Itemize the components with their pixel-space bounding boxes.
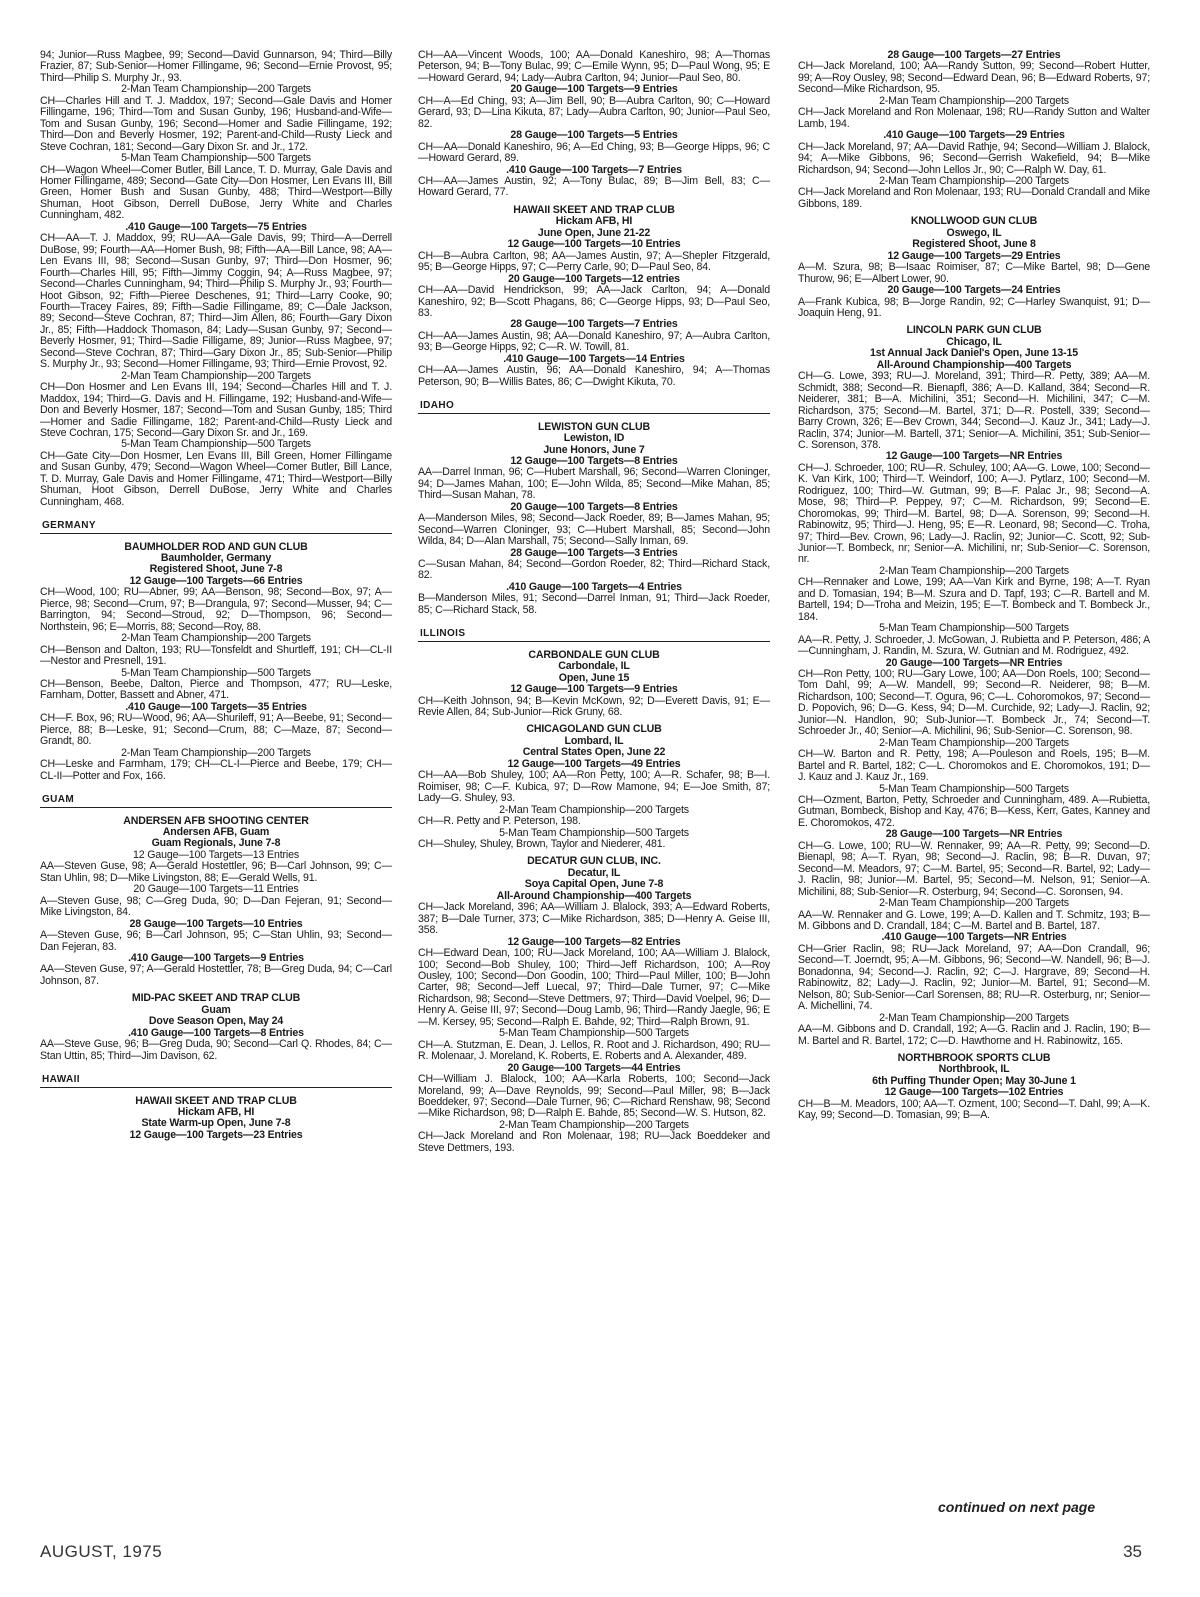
event-heading: 5-Man Team Championship—500 Targets bbox=[499, 1027, 689, 1040]
event-heading: 2-Man Team Championship—200 Targets bbox=[499, 1118, 689, 1131]
state-section-heading: IDAHO bbox=[418, 392, 770, 413]
club-heading: Open, June 15 bbox=[558, 671, 630, 684]
club-heading: Hickam AFB, HI bbox=[177, 1105, 255, 1118]
issue-date: AUGUST, 1975 bbox=[40, 1542, 163, 1561]
page-number: 35 bbox=[1123, 1542, 1142, 1561]
results-paragraph: CH—Jack Moreland and Ron Molenaar, 198; RU—Jack Boeddeker and Steve Dettmers, 193. bbox=[418, 1130, 770, 1154]
column-left bbox=[40, 50, 392, 1141]
club-heading: Guam Regionals, June 7-8 bbox=[151, 837, 281, 850]
club-heading: Lewiston, ID bbox=[563, 432, 625, 445]
results-paragraph: CH—Wagon Wheel—Comer Butler, Bill Lance, T. D. Murray, Gale Davis and Homer Fillingame, 489; Second—Gate City—Don Hosmer, Len Evans III, Bill Green, Homer Bush and Susan Gunby, 488; Third—Westport—Billy Shuman, Hoot Gibson, Derrell DuBose, Jerry White and Charles Cunningham, 482. bbox=[40, 163, 392, 222]
results-paragraph: CH—A—Ed Ching, 93; A—Jim Bell, 90; B—Aubra Carlton, 90; C—Howard Gerard, 93; D—Lina Kikuta, 87; Lady—Aubra Carlton, 90; Junior—Paul Seo, 82. bbox=[418, 94, 770, 130]
results-paragraph: CH—G. Lowe, 100; RU—W. Rennaker, 99; AA—R. Petty, 99; Second—D. Bienapl, 98; A—T. Ryan, 98; Second—J. Raclin, 98; B—R. Duvan, 97; Second—M. Meadors, 97; C—M. Bartel, 95; Second—R. Bartel, 92; Lady—J. Raclin, 98; Junior—M. Bartel, 95; Second—M. Nelson, 91; Senior—A. Michilini, 88; Sub-Senior—R. Osterburg, 94; Second—C. Soronsen, 94. bbox=[798, 839, 1150, 898]
club-heading: NORTHBROOK SPORTS CLUB bbox=[897, 1051, 1051, 1064]
results-paragraph: CH—F. Box, 96; RU—Wood, 96; AA—Shurileff, 91; A—Beebe, 91; Second—Pierce, 88; B—Leske, 91; Second—Crum, 88; C—Maze, 87; Second—Grandt, 80. bbox=[40, 712, 392, 748]
results-paragraph: C—Susan Mahan, 84; Second—Gordon Roeder, 82; Third—Richard Stack, 82. bbox=[418, 558, 770, 582]
results-paragraph: AA—M. Gibbons and D. Crandall, 192; A—G. Raclin and J. Raclin, 190; B—M. Bartel and R. Bartel, 172; C—D. Hawthorne and H. Rabinowitz, 165. bbox=[798, 1023, 1150, 1047]
results-paragraph: AA—Darrel Inman, 96; C—Hubert Marshall, 96; Second—Warren Cloninger, 94; D—James Mahan, 100; E—John Wilda, 85; Second—Mike Mahan, 85; Third—Susan Mahan, 78. bbox=[418, 466, 770, 502]
club-heading: 20 Gauge—100 Targets—24 Entries bbox=[887, 284, 1061, 297]
results-paragraph: CH—Jack Moreland, 396; AA—William J. Blalock, 393; A—Edward Roberts, 387; B—Dale Turner, 373; C—Mike Richardson, 385; D—Henry A. Geise III, 358. bbox=[418, 901, 770, 937]
club-heading: LINCOLN PARK GUN CLUB bbox=[906, 324, 1042, 337]
club-heading: 28 Gauge—100 Targets—5 Entries bbox=[510, 129, 678, 142]
club-heading: 28 Gauge—100 Targets—3 Entries bbox=[510, 546, 678, 559]
results-paragraph: CH—Benson, Beebe, Dalton, Pierce and Thompson, 477; RU—Leske, Farnham, Dotter, Bassett and Abner, 471. bbox=[40, 678, 392, 702]
club-heading: 12 Gauge—100 Targets—29 Entries bbox=[887, 249, 1061, 262]
results-paragraph: CH—Keith Johnson, 94; B—Kevin McKown, 92; D—Everett Davis, 91; E—Revie Allen, 84; Sub-Junior—Rick Gruny, 68. bbox=[418, 694, 770, 719]
results-paragraph: 94; Junior—Russ Magbee, 99; Second—David Gunnarson, 94; Third—Billy Frazier, 87; Sub-Senior—Homer Fillingame, 96; Second—Ernie Provost, 95; Third—Philip S. Murphy Jr., 93. bbox=[40, 49, 392, 84]
club-heading: Northbrook, IL bbox=[938, 1063, 1010, 1076]
club-heading: Carbondale, IL bbox=[558, 660, 630, 673]
results-paragraph: CH—W. Barton and R. Petty, 198; A—Pouleson and Roels, 195; B—M. Bartel and R. Bartel, 182; C—L. Choromokos and E. Choromokos, 191; D—J. Kauz and J. Kauz Jr., 169. bbox=[798, 748, 1150, 784]
club-heading: .410 Gauge—100 Targets—4 Entries bbox=[506, 580, 682, 593]
club-heading: Registered Shoot, June 8 bbox=[912, 238, 1036, 251]
club-heading: State Warm-up Open, June 7-8 bbox=[141, 1117, 291, 1130]
results-paragraph: CH—AA—James Austin, 98; AA—Donald Kaneshiro, 97; A—Aubra Carlton, 93; B—George Hipps, 92; C—R. W. Towill, 81. bbox=[418, 329, 770, 354]
continued-note: continued on next page bbox=[938, 1499, 1096, 1515]
results-paragraph: AA—Steven Guse, 97; A—Gerald Hostettler, 78; B—Greg Duda, 94; C—Carl Johnson, 87. bbox=[40, 963, 392, 987]
results-paragraph: CH—William J. Blalock, 100; AA—Karla Roberts, 100; Second—Jack Moreland, 99; A—Dave Reynolds, 99; Second—Paul Miller, 98; B—Jack Boeddeker, 97; Second—Dale Turner, 96; C—Richard Renshaw, 98; Second—Mike Richardson, 98; D—Ralph E. Bahde, 85; Second—W. S. Hutson, 82. bbox=[418, 1073, 770, 1120]
club-heading: .410 Gauge—100 Targets—14 Entries bbox=[503, 352, 685, 365]
results-paragraph: CH—Benson and Dalton, 193; RU—Tonsfeldt and Shurtleff, 191; CH—CL-II—Nestor and Presnell, 191. bbox=[40, 643, 392, 668]
results-paragraph: CH—AA—David Hendrickson, 99; AA—Jack Carlton, 94; A—Donald Kaneshiro, 92; B—Scott Phagans, 86; C—George Hipps, 93; D—Paul Seo, 83. bbox=[418, 284, 770, 319]
results-paragraph: A—Frank Kubica, 98; B—Jorge Randin, 92; C—Harley Swanquist, 91; D—Joaquin Heng, 91. bbox=[798, 295, 1150, 319]
club-heading: ANDERSEN AFB SHOOTING CENTER bbox=[123, 814, 309, 827]
club-heading: 12 Gauge—100 Targets—66 Entries bbox=[129, 574, 303, 587]
results-paragraph: CH—R. Petty and P. Peterson, 198. bbox=[418, 815, 581, 828]
event-heading: 12 Gauge—100 Targets—13 Entries bbox=[133, 848, 299, 861]
state-section-heading: ILLINOIS bbox=[418, 620, 770, 641]
club-heading: DECATUR GUN CLUB, INC. bbox=[527, 855, 661, 868]
event-heading: 2-Man Team Championship—200 Targets bbox=[879, 736, 1069, 749]
club-heading: Oswego, IL bbox=[946, 226, 1002, 239]
results-paragraph: AA—R. Petty, J. Schroeder, J. McGowan, J. Rubietta and P. Peterson, 486; A—Cunningham, J. Randin, M. Szura, W. Gutnian and M. Rodriguez, 492. bbox=[798, 633, 1150, 658]
state-section-heading: HAWAII bbox=[40, 1066, 392, 1087]
results-paragraph: CH—AA—Vincent Woods, 100; AA—Donald Kaneshiro, 98; A—Thomas Peterson, 94; B—Tony Bulac, 99; C—Emile Wynn, 95; D—Paul Wong, 95; E—Howard Gerard, 94; Lady—Aubra Carlton, 94; Junior—Paul Seo, 80. bbox=[418, 49, 770, 84]
results-paragraph: CH—Shuley, Shuley, Brown, Taylor and Niederer, 481. bbox=[418, 838, 666, 850]
state-section-heading: GERMANY bbox=[40, 512, 392, 533]
results-paragraph: CH—A. Stutzman, E. Dean, J. Lellos, R. Root and J. Richardson, 490; RU—R. Molenaar, J. Moreland, K. Roberts, E. Roberts and A. Alexander, 489. bbox=[418, 1038, 770, 1063]
club-heading: .410 Gauge—100 Targets—7 Entries bbox=[506, 163, 682, 176]
club-heading: .410 Gauge—100 Targets—29 Entries bbox=[883, 129, 1065, 142]
event-heading: 2-Man Team Championship—200 Targets bbox=[879, 174, 1069, 187]
club-heading: 12 Gauge—100 Targets—23 Entries bbox=[129, 1128, 303, 1141]
club-heading: Lombard, IL bbox=[564, 734, 624, 747]
club-heading: .410 Gauge—100 Targets—9 Entries bbox=[128, 951, 304, 964]
club-heading: Guam bbox=[201, 1003, 231, 1016]
club-heading: 20 Gauge—100 Targets—12 entries bbox=[508, 272, 680, 285]
club-heading: 12 Gauge—100 Targets—NR Entries bbox=[885, 450, 1063, 463]
club-heading: .410 Gauge—100 Targets—75 Entries bbox=[125, 220, 307, 233]
results-paragraph: CH—B—Aubra Carlton, 98; AA—James Austin, 97; A—Shepler Fitzgerald, 95; B—George Hipps, 97; C—Perry Carle, 90; D—Paul Seo, 84. bbox=[418, 249, 770, 274]
event-heading: 2-Man Team Championship—200 Targets bbox=[499, 803, 689, 816]
event-heading: 2-Man Team Championship—200 Targets bbox=[879, 897, 1069, 910]
club-heading: HAWAII SKEET AND TRAP CLUB bbox=[135, 1094, 297, 1107]
results-paragraph: CH—Jack Moreland and Ron Molenaar, 198; RU—Randy Sutton and Walter Lamb, 194. bbox=[798, 106, 1150, 130]
club-heading: 20 Gauge—100 Targets—NR Entries bbox=[885, 656, 1063, 669]
event-heading: 5-Man Team Championship—500 Targets bbox=[499, 826, 689, 839]
club-heading: 6th Puffing Thunder Open; May 30-June 1 bbox=[872, 1074, 1076, 1087]
event-heading: 5-Man Team Championship—500 Targets bbox=[121, 438, 311, 451]
results-paragraph: CH—Grier Raclin, 98; RU—Jack Moreland, 97; AA—Don Crandall, 96; Second—T. Joerndt, 95; A—M. Gibbons, 96; Second—W. Nandell, 96; B—J. Bonadonna, 94; Second—J. Raclin, 92; C—J. Hargrave, 89; Second—H. Rabinowitz, 82; Lady—J. Raclin, 92; Junior—M. Bartel, 91; Second—M. Nelson, 80; Sub-Senior—Carl Sorensen, 88; RU—R. Osterburg, nr; Senior—A. Michellini, 74. bbox=[798, 942, 1150, 1013]
club-heading: 20 Gauge—100 Targets—8 Entries bbox=[510, 500, 678, 513]
club-heading: KNOLLWOOD GUN CLUB bbox=[910, 215, 1038, 228]
club-heading: Andersen AFB, Guam bbox=[162, 826, 270, 838]
club-heading: HAWAII SKEET AND TRAP CLUB bbox=[513, 203, 675, 216]
event-heading: 2-Man Team Championship—200 Targets bbox=[121, 83, 311, 96]
results-paragraph: A—M. Szura, 98; B—Isaac Roimiser, 87; C—Mike Bartel, 98; D—Gene Thurow, 96; E—Albert Lower, 90. bbox=[798, 261, 1150, 285]
event-heading: 5-Man Team Championship—500 Targets bbox=[879, 782, 1069, 795]
column-right bbox=[798, 50, 1150, 1122]
club-heading: 20 Gauge—100 Targets—44 Entries bbox=[507, 1061, 681, 1074]
club-heading: BAUMHOLDER ROD AND GUN CLUB bbox=[124, 540, 308, 553]
results-paragraph: CH—B—M. Meadors, 100; AA—T. Ozment, 100; Second—T. Dahl, 99; A—K. Kay, 99; Second—D. Tomasian, 99; B—A. bbox=[798, 1097, 1150, 1122]
results-paragraph: CH—G. Lowe, 393; RU—J. Moreland, 391; Third—R. Petty, 389; AA—M. Schmidt, 388; Second—R. Bienapfl, 386; A—D. Kalland, 384; Second—R. Neiderer, 381; B—A. Michilini, 351; Second—H. Michilini, 347; C—M. Richardson, 375; Second—M. Bartel, 371; D—R. Postell, 339; Second—Barry Crown, 326; E—Bev Crown, 344; Second—J. Kauz Jr., 341; Lady—J. Raclin, 374; Junior—M. Bartell, 371; Senior—A. Michilini, 351; Sub-Senior—C. Sorenson, 378. bbox=[798, 370, 1150, 451]
club-heading: 1st Annual Jack Daniel's Open, June 13-15 bbox=[870, 347, 1078, 360]
results-paragraph: CH—Jack Moreland and Ron Molenaar, 193; RU—Donald Crandall and Mike Gibbons, 189. bbox=[798, 186, 1150, 210]
results-paragraph: CH—AA—Donald Kaneshiro, 96; A—Ed Ching, 93; B—George Hipps, 96; C—Howard Gerard, 89. bbox=[418, 140, 770, 165]
club-heading: 12 Gauge—100 Targets—8 Entries bbox=[510, 454, 678, 467]
event-heading: 2-Man Team Championship—200 Targets bbox=[121, 746, 311, 759]
event-heading: 2-Man Team Championship—200 Targets bbox=[879, 94, 1069, 107]
club-heading: LEWISTON GUN CLUB bbox=[537, 420, 650, 433]
club-heading: CHICAGOLAND GUN CLUB bbox=[526, 723, 662, 736]
club-heading: 20 Gauge—100 Targets—9 Entries bbox=[510, 83, 678, 96]
club-heading: All-Around Championship—400 Targets bbox=[876, 358, 1072, 371]
results-paragraph: CH—Rennaker and Lowe, 199; AA—Van Kirk and Byrne, 198; A—T. Ryan and D. Tomasian, 194; B—M. Szura and D. Tapf, 193; C—R. Bartell and M. Bartell, 194; D—Troha and Meizin, 195; E—T. Bombeck and T. Bombeck Jr., 184. bbox=[798, 576, 1150, 623]
club-heading: Baumholder, Germany bbox=[160, 552, 272, 565]
club-heading: CARBONDALE GUN CLUB bbox=[528, 648, 660, 661]
results-paragraph: AA—Steven Guse, 98; A—Gerald Hostettler, 96; B—Carl Johnson, 99; C—Stan Uhlin, 98; D—Mike Livingston, 88; E—Gerald Wells, 91. bbox=[40, 860, 392, 884]
results-paragraph: CH—Jack Moreland, 97; AA—David Rathje, 94; Second—William J. Blalock, 94; A—Mike Gibbons, 96; Second—Gerrish Wakefield, 94; B—Mike Richardson, 94; Second—John Lellos Jr., 90; C—Ralph W. Day, 61. bbox=[798, 140, 1150, 176]
event-heading: 5-Man Team Championship—500 Targets bbox=[121, 152, 311, 165]
results-paragraph: CH—Jack Moreland, 100; AA—Randy Sutton, 99; Second—Robert Hutter, 99; A—Roy Ousley, 98; Second—Edward Dean, 96; B—Edward Roberts, 97; Second—Mike Richardson, 95. bbox=[798, 60, 1150, 96]
event-heading: 20 Gauge—100 Targets—11 Entries bbox=[133, 883, 299, 896]
results-paragraph: CH—Ron Petty, 100; RU—Gary Lowe, 100; AA—Don Roels, 100; Second—Tom Dahl, 99; A—W. Mandell, 99; Second—R. Neiderer, 98; B—M. Richardson, 100; Second—T. Ogura, 96; C—L. Cohoromokos, 97; Second—D. Popovich, 96; D—G. Kess, 94; D—M. Curchide, 92; Lady—J. Raclin, 92; Junior—N. Handlon, 90; Sub-Junior—T. Bombeck Jr., 74; Second—T. Schroeder Jr., 40; Senior—A. Michilini, 96; Sub-Senior—C. Sorenson, 98. bbox=[798, 668, 1150, 738]
club-heading: Central States Open, June 22 bbox=[522, 746, 666, 759]
club-heading: All-Around Championship—400 Targets bbox=[496, 889, 692, 902]
club-heading: Registered Shoot, June 7-8 bbox=[149, 563, 283, 576]
club-heading: Dove Season Open, May 24 bbox=[148, 1015, 284, 1028]
club-heading: .410 Gauge—100 Targets—35 Entries bbox=[125, 700, 307, 713]
results-paragraph: A—Steven Guse, 96; B—Carl Johnson, 95; C—Stan Uhlin, 93; Second—Dan Fejeran, 83. bbox=[40, 929, 392, 953]
club-heading: 28 Gauge—100 Targets—27 Entries bbox=[887, 49, 1061, 61]
event-heading: 2-Man Team Championship—200 Targets bbox=[121, 369, 311, 382]
results-paragraph: CH—Ozment, Barton, Petty, Schroeder and Cunningham, 489. A—Rubietta, Gutman, Bombeck, Bishop and Kay, 476; B—Kess, Kerr, Gates, Kanney and E. Choromokos, 472. bbox=[798, 794, 1150, 829]
results-paragraph: A—Steven Guse, 98; C—Greg Duda, 90; D—Dan Fejeran, 91; Second—Mike Livingston, 84. bbox=[40, 894, 392, 919]
club-heading: Hickam AFB, HI bbox=[555, 215, 633, 228]
results-paragraph: CH—J. Schroeder, 100; RU—R. Schuley, 100; AA—G. Lowe, 100; Second—K. Van Kirk, 100; Third—T. Weindorf, 100; A—J. Pytlarz, 100; Second—M. Rodriguez, 100; Third—W. Gutman, 99; B—F. Palac Jr., 98; Second—A. Mose, 98; Third—P. Peppey, 97; C—M. Richardson, 99; Second—E. Choromokas, 99; Third—M. Bartel, 98; D—A. Sorenson, 99; Second—H. Rabinowitz, 95; Third—J. Heng, 95; E—R. Leonard, 98; Second—C. Troha, 97; Third—Bev. Crown, 96; Lady—J. Raclin, 92; Junior—C. Scott, 92; Sub-Junior—T. Bombeck, nr; Senior—A. Michilini, nr; Sub-Senior—C. Sorenson, nr. bbox=[798, 461, 1150, 566]
club-heading: June Honors, June 7 bbox=[543, 443, 645, 456]
results-paragraph: CH—AA—James Austin, 92; A—Tony Bulac, 89; B—Jim Bell, 83; C—Howard Gerard, 77. bbox=[418, 174, 770, 199]
results-paragraph: CH—Edward Dean, 100; RU—Jack Moreland, 100; AA—William J. Blalock, 100; Second—Bob Shuley, 100; Third—Jeff Richardson, 100; A—Roy Ousley, 100; Second—Don Goodin, 100; Third—Paul Miller, 100; B—John Carter, 98; Second—Jeff Luecal, 97; Third—Dale Turner, 97; C—Mike Richardson, 98; Second—Steve Dettmers, 97; Third—David Voelpel, 96; D—Henry A. Geise III, 97; Second—Doug Lamb, 96; Third—Randy Jaegle, 96; E—M. Kersey, 95; Second—Ralph E. Bahde, 92; Third—Ralph Brown, 91. bbox=[418, 947, 770, 1028]
results-paragraph: CH—AA—Bob Shuley, 100; AA—Ron Petty, 100; A—R. Schafer, 98; B—I. Roimiser, 98; C—F. Kubica, 97; D—Row Mamone, 94; E—Joe Smith, 87; Lady—G. Shuley, 93. bbox=[418, 769, 770, 805]
results-paragraph: CH—AA—James Austin, 96; AA—Donald Kaneshiro, 94; A—Thomas Peterson, 90; B—Willis Bates, 86; C—Dwight Kikuta, 70. bbox=[418, 364, 770, 388]
results-paragraph: A—Manderson Miles, 98; Second—Jack Roeder, 89; B—James Mahan, 95; Second—Warren Cloninger, 93; C—Hubert Marshall, 85; Second—John Wilda, 84; D—Alan Marshall, 75; Second—Sally Inman, 69. bbox=[418, 512, 770, 548]
club-heading: 28 Gauge—100 Targets—10 Entries bbox=[129, 917, 303, 930]
club-heading: Decatur, IL bbox=[567, 866, 621, 879]
event-heading: 2-Man Team Championship—200 Targets bbox=[879, 564, 1069, 577]
results-paragraph: AA—W. Rennaker and G. Lowe, 199; A—D. Kallen and T. Schmitz, 193; B—M. Gibbons and D. Crandall, 184; C—M. Bartel and B. Bartel, 187. bbox=[798, 908, 1150, 932]
results-paragraph: B—Manderson Miles, 91; Second—Darrel Inman, 91; Third—Jack Roeder, 85; C—Richard Stack, 58. bbox=[418, 592, 770, 616]
event-heading: 5-Man Team Championship—500 Targets bbox=[121, 666, 311, 679]
results-paragraph: CH—Charles Hill and T. J. Maddox, 197; Second—Gale Davis and Homer Fillingame, 196; Third—Tom and Susan Gunby, 196; Husband-and-Wife—Tom and Susan Gunby, 196; Second—Homer and Sadie Fillingame, 192; Third—Don and Beverly Hosmer, 192; Parent-and-Child—Rusty Lieck and Steve Cochran, 181; Second—Gary Dixon Sr. and Jr., 172. bbox=[40, 94, 392, 153]
results-paragraph: CH—Wood, 100; RU—Abner, 99; AA—Benson, 98; Second—Box, 97; A—Pierce, 98; Second—Crum, 97; B—Drangula, 97; Second—Musser, 94; C—Barrington, 94; Second—Stroud, 92; D—Thompson, 96; Second—Northstein, 96; E—Morris, 88; Second—Roy, 88. bbox=[40, 586, 392, 633]
club-heading: .410 Gauge—100 Targets—NR Entries bbox=[881, 931, 1067, 944]
club-heading: 12 Gauge—100 Targets—82 Entries bbox=[507, 935, 681, 948]
results-paragraph: CH—AA—T. J. Maddox, 99; RU—AA—Gale Davis, 99; Third—A—Derrell DuBose, 99; Fourth—AA—Homer Bush, 98; Fifth—AA—Bill Lance, 98; AA—Len Evans III, 98; Second—Susan Gunby, 97; Third—Don Hosmer, 96; Fourth—Charles Hill, 95; Fifth—Jimmy Coggin, 94; A—Russ Magbee, 97; Second—Charles Cunningham, 94; Third—Philip S. Murphy Jr., 93; Fourth—Hoot Gibson, 92; Fifth—Pieree Deschenes, 91; Third—Larry Cooke, 90; Fourth—Tracey Faires, 89; Fifth—Sadie Fillingame, 89; C—Dale Jackson, 89; Second—Steve Cochran, 87; Third—Jim Allen, 86; Fourth—Gary Dixon Jr., 85; Fifth—Haddock Thomason, 84; Lady—Susan Gunby, 97; Second—Beverly Hosmer, 91; Third—Sadie Filligame, 89; Junior—Russ Magbee, 97; Second—Steve Cochran, 87; Third—Gary Dixon Jr., 85; Sub-Senior—Philip S. Murphy Jr., 93; Second—Homer Fillingame, 93; Third—Ernie Provost, 92. bbox=[40, 232, 392, 371]
club-heading: 28 Gauge—100 Targets—7 Entries bbox=[510, 318, 678, 331]
club-heading: 12 Gauge—100 Targets—49 Entries bbox=[507, 757, 681, 770]
results-paragraph: CH—Leske and Farmham, 179; CH—CL-I—Pierce and Beebe, 179; CH—CL-II—Potter and Fox, 166. bbox=[40, 758, 392, 782]
club-heading: Soya Capital Open, June 7-8 bbox=[524, 878, 664, 891]
club-heading: 12 Gauge—100 Targets—9 Entries bbox=[510, 683, 678, 696]
club-heading: June Open, June 21-22 bbox=[537, 226, 651, 239]
club-heading: Chicago, IL bbox=[946, 335, 1002, 348]
club-heading: .410 Gauge—100 Targets—8 Entries bbox=[128, 1026, 304, 1039]
club-heading: 12 Gauge—100 Targets—102 Entries bbox=[884, 1086, 1064, 1099]
club-heading: 12 Gauge—100 Targets—10 Entries bbox=[507, 238, 681, 251]
event-heading: 2-Man Team Championship—200 Targets bbox=[121, 632, 311, 645]
column-middle bbox=[418, 50, 770, 1154]
club-heading: 28 Gauge—100 Targets—NR Entries bbox=[885, 828, 1063, 841]
event-heading: 5-Man Team Championship—500 Targets bbox=[879, 622, 1069, 635]
club-heading: MID-PAC SKEET AND TRAP CLUB bbox=[131, 992, 301, 1005]
event-heading: 2-Man Team Championship—200 Targets bbox=[879, 1011, 1069, 1024]
results-paragraph: AA—Steve Guse, 96; B—Greg Duda, 90; Second—Carl Q. Rhodes, 84; C—Stan Uttin, 85; Third—Jim Davison, 62. bbox=[40, 1038, 392, 1062]
state-section-heading: GUAM bbox=[40, 786, 392, 807]
results-paragraph: CH—Gate City—Don Hosmer, Len Evans III, Bill Green, Homer Fillingame and Susan Gunby, 479; Second—Wagon Wheel—Comer Butler, Bill Lance, T. D. Murray, Gale Davis and Homer Fillingame, 471; Third—Westport—Billy Shuman, Hoot Gibson, Derrell DuBose, Jerry White and Charles Cunningham, 468. bbox=[40, 449, 392, 508]
results-paragraph: CH—Don Hosmer and Len Evans III, 194; Second—Charles Hill and T. J. Maddox, 194; Third—G. Davis and H. Fillingame, 192; Husband-and-Wife—Don and Beverly Hosmer, 187; Second—Tom and Susan Gunby, 185; Third—Homer and Sadie Fillingame, 182; Parent-and-Child—Rusty Lieck and Steve Cochran, 175; Second—Gary Dixon Sr. and Jr., 169. bbox=[40, 381, 392, 439]
